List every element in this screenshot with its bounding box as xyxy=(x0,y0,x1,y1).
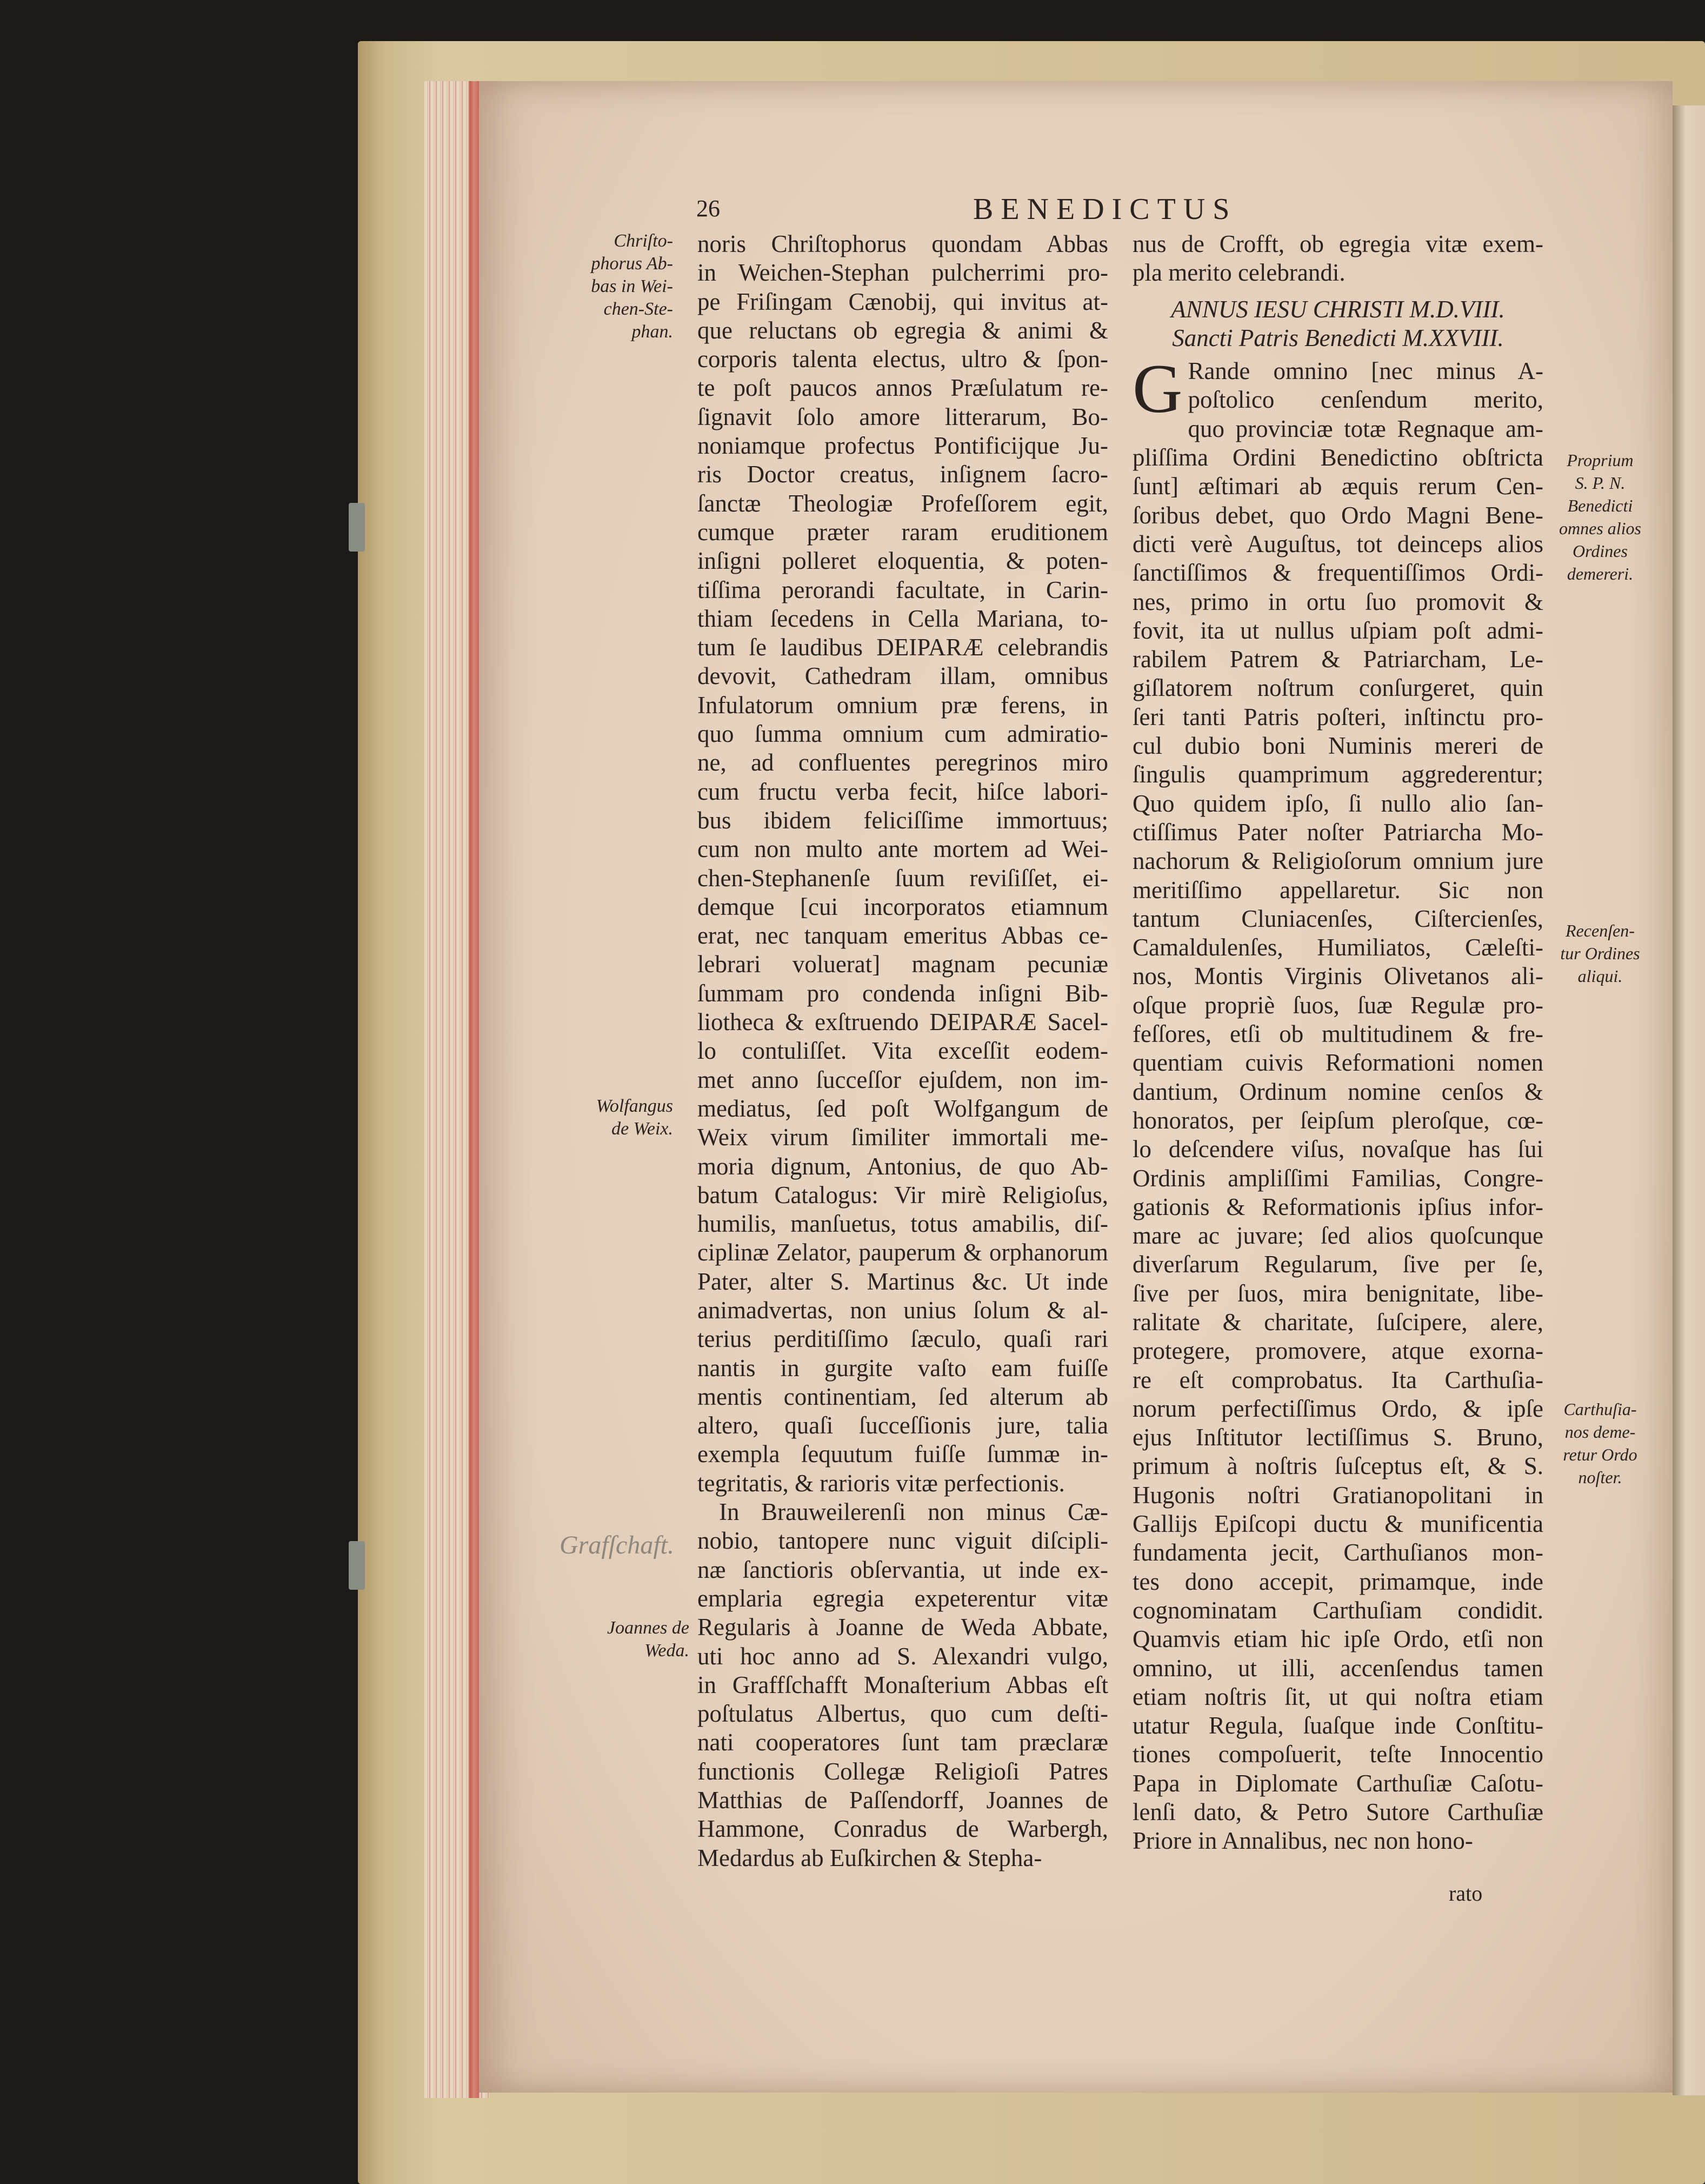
text-line: Ordinis ampliſſimi Familias, Congre- xyxy=(1133,1164,1543,1192)
text-line: poſtulatus Albertus, quo cum deſti- xyxy=(697,1700,1108,1728)
text-line: thiam ſecedens in Cella Mariana, to- xyxy=(697,605,1108,632)
text-line: animadvertas, non unius ſolum & al- xyxy=(697,1296,1108,1324)
text-line: ſignavit ſolo amore litterarum, Bo- xyxy=(697,403,1108,430)
text-line: tantum Cluniacenſes, Ciſtercienſes, xyxy=(1133,905,1543,932)
text-line: quo provinciæ totæ Regnaque am- xyxy=(1188,415,1543,442)
text-line: bus ibidem feliciſſime immortuus; xyxy=(697,806,1108,834)
text-line: quo ſumma omnium cum admiratio- xyxy=(697,720,1108,748)
page-number: 26 xyxy=(696,195,720,222)
text-line: Hugonis noſtri Gratianopolitani in xyxy=(1133,1481,1543,1509)
text-line: nes, primo in ortu ſuo promovit & xyxy=(1133,588,1543,615)
text-line: functionis Collegæ Religioſi Patres xyxy=(697,1757,1108,1785)
text-line: nobio, tantopere nunc viguit diſcipli- xyxy=(697,1527,1108,1555)
text-line: quentiam cuivis Reformationi nomen xyxy=(1133,1049,1543,1077)
margin-note-christophorus: Chriſto- phorus Ab- bas in Wei- chen-Ste- phan. xyxy=(591,231,673,342)
text-line: lenſi dato, & Petro Sutore Carthuſiæ xyxy=(1133,1798,1543,1826)
text-line: poſtolico cenſendum merito, xyxy=(1188,386,1543,414)
text-line: næ ſanctioris obſervantia, ut inde ex- xyxy=(697,1556,1108,1583)
text-line: ſive per ſuos, mira benignitate, libe- xyxy=(1133,1279,1543,1307)
text-line: ſoribus debet, quo Ordo Magni Bene- xyxy=(1133,501,1543,529)
text-line: ne, ad confluentes peregrinos miro xyxy=(697,749,1108,776)
text-line: tegritatis, & rarioris vitæ perfectionis. xyxy=(697,1469,1065,1497)
text-line: feſſores, etſi ob multitudinem & fre- xyxy=(1133,1020,1543,1048)
text-line: utatur Regula, ſuaſque inde Conſtitu- xyxy=(1133,1712,1543,1740)
text-line: ſunt] æſtimari ab æquis rerum Cen- xyxy=(1133,473,1543,500)
text-line: moria dignum, Antonius, de quo Ab- xyxy=(697,1152,1108,1180)
text-line: inſigni polleret eloquentia, & poten- xyxy=(697,547,1108,575)
text-line: nati cooperatores ſunt tam præclaræ xyxy=(697,1729,1108,1756)
text-line: protegere, promovere, atque exorna- xyxy=(1133,1337,1543,1365)
clasp-hinge-bottom xyxy=(349,1541,365,1590)
text-line: Priore in Annalibus, nec non hono- xyxy=(1133,1827,1473,1855)
margin-note-recensentur: Recenſen- tur Ordines aliqui. xyxy=(1560,921,1640,986)
text-line: lebrari voluerat] magnam pecuniæ xyxy=(697,951,1108,978)
text-line: rabilem Patrem & Patriarcham, Le- xyxy=(1133,646,1543,673)
text-line: humilis, manſuetus, totus amabilis, diſ- xyxy=(697,1210,1108,1238)
text-line: Hammone, Conradus de Warbergh, xyxy=(697,1815,1108,1843)
text-line: fovit, ita ut nullus uſpiam poſt admi- xyxy=(1133,616,1543,644)
text-line: norum perfectiſſimus Ordo, & ipſe xyxy=(1133,1395,1543,1422)
text-line: etiam noſtris ſit, ut qui noſtra etiam xyxy=(1133,1683,1543,1710)
running-head: BENEDICTUS xyxy=(973,192,1237,226)
text-line: tum ſe laudibus DEIPARÆ celebrandis xyxy=(697,634,1108,661)
text-line: ſingulis quamprimum aggrederentur; xyxy=(1133,761,1543,788)
text-line: te poſt paucos annos Præſulatum re- xyxy=(697,374,1108,402)
text-line: nachorum & Religioſorum omnium jure xyxy=(1133,847,1543,875)
text-line: Infulatorum omnium præ ferens, in xyxy=(697,691,1108,719)
text-line: gationis & Reformationis ipſius infor- xyxy=(1133,1193,1543,1220)
text-line: noniamque profectus Pontificijque Ju- xyxy=(697,432,1108,460)
text-line: uti hoc anno ad S. Alexandri vulgo, xyxy=(697,1642,1108,1670)
text-line: cum non multo ante mortem ad Wei- xyxy=(697,835,1108,863)
text-line: oſque propriè ſuos, ſuæ Regulæ pro- xyxy=(1133,991,1543,1019)
text-line: pliſſima Ordini Benedictino obſtricta xyxy=(1133,444,1543,472)
text-line: batum Catalogus: Vir mirè Religioſus, xyxy=(697,1181,1108,1209)
right-text-column xyxy=(1133,230,1543,1856)
text-line: ris Doctor creatus, inſignem ſacro- xyxy=(697,461,1108,488)
margin-note-wolfgangus: Wolfangus de Weix. xyxy=(596,1096,673,1139)
text-line: tiſſima perorandi facultate, in Carin- xyxy=(697,576,1108,603)
text-line: nantis in gurgite vaſto eam fuiſſe xyxy=(697,1354,1108,1382)
text-line: Camaldulenſes, Humiliatos, Cæleſti- xyxy=(1133,934,1543,961)
clasp-hinge-top xyxy=(349,503,365,552)
text-line: cul dubio boni Numinis mereri de xyxy=(1133,732,1543,760)
text-line: nos, Montis Virginis Olivetanos ali- xyxy=(1133,962,1543,990)
text-line: pe Friſingam Cænobij, qui invitus at- xyxy=(697,288,1108,315)
text-line: giſlatorem noſtrum conſurgeret, quin xyxy=(1133,674,1543,702)
catchword: rato xyxy=(1449,1881,1483,1906)
text-line: Medardus ab Euſkirchen & Stepha- xyxy=(697,1844,1042,1871)
text-line: erat, nec tanquam emeritus Abbas ce- xyxy=(697,922,1108,950)
text-line: altero, quaſi ſucceſſionis jure, talia xyxy=(697,1412,1108,1439)
margin-note-proprium: Proprium S. P. N. Benedicti omnes alios Ordines demereri. xyxy=(1559,450,1641,583)
red-page-edge xyxy=(469,81,479,2098)
text-line: fundamenta jecit, Carthuſianos mon- xyxy=(1133,1539,1543,1566)
text-line: cognominatam Carthuſiam condidit. xyxy=(1133,1596,1543,1624)
text-line: Regularis à Joanne de Weda Abbate, xyxy=(697,1614,1108,1641)
text-line: in Graffſchafft Monaſterium Abbas eſt xyxy=(697,1671,1108,1698)
text-line: ſanctæ Theologiæ Profeſſorem egit, xyxy=(697,489,1108,517)
text-line: ralitate & charitate, ſuſcipere, alere, xyxy=(1133,1308,1543,1336)
text-line: ctiſſimus Pater noſter Patriarcha Mo- xyxy=(1133,818,1543,846)
text-line: chen-Stephanenſe ſuum reviſiſſet, ei- xyxy=(697,864,1108,892)
text-line: cumque præter raram eruditionem xyxy=(697,518,1108,546)
text-line: Gallijs Epiſcopi ductu & munificentia xyxy=(1133,1510,1543,1538)
text-line: ejus Inſtitutor lectiſſimus S. Bruno, xyxy=(1133,1424,1543,1451)
facing-page-edge xyxy=(1673,105,1705,2095)
drop-cap: G xyxy=(1133,350,1183,428)
text-line: Pater, alter S. Martinus &c. Ut inde xyxy=(697,1267,1108,1295)
text-line: re eſt comprobatus. Ita Carthuſia- xyxy=(1133,1366,1543,1393)
text-line: in Weichen-Stephan pulcherrimi pro- xyxy=(697,259,1108,287)
section-subheading: Sancti Patris Benedicti M.XXVIII. xyxy=(1172,324,1504,351)
text-line: noris Chriſtophorus quondam Abbas xyxy=(697,230,1108,257)
text-line: ſanctiſſimos & frequentiſſimos Ordi- xyxy=(1133,559,1543,587)
text-line: lo deſcendere viſus, novaſque has ſui xyxy=(1133,1136,1543,1163)
text-line: terius perditiſſimo ſæculo, quaſi rari xyxy=(697,1325,1108,1353)
text-line: Weix virum ſimiliter immortali me- xyxy=(697,1124,1108,1151)
text-line: ſeri tanti Patris poſteri, inſtinctu pro- xyxy=(1133,703,1543,731)
text-line: nus de Crofft, ob egregia vitæ exem- xyxy=(1133,230,1543,257)
text-line: dicti verè Auguſtus, tot deinceps alios xyxy=(1133,530,1543,557)
right-column-body xyxy=(1133,350,1543,1855)
text-line: que reluctans ob egregia & animi & xyxy=(697,316,1108,344)
text-line: dantium, Ordinum nomine cenſos & xyxy=(1133,1078,1543,1105)
margin-note-joannes: Joannes de Weda. xyxy=(607,1618,689,1661)
text-line: met anno ſucceſſor ejuſdem, non im- xyxy=(697,1066,1108,1093)
text-line: Matthias de Paſſendorff, Joannes de xyxy=(697,1787,1108,1814)
text-line: Rande omnino [nec minus A- xyxy=(1188,357,1543,385)
text-line: ſummam pro condenda inſigni Bib- xyxy=(697,979,1108,1007)
text-line: devovit, Cathedram illam, omnibus xyxy=(697,662,1108,690)
text-line: pla merito celebrandi. xyxy=(1133,259,1346,287)
text-line: tiones compoſuerit, teſte Innocentio xyxy=(1133,1741,1543,1768)
text-line: Quamvis etiam hic ipſe Ordo, etſi non xyxy=(1133,1625,1543,1653)
text-line: Quo quidem ipſo, ſi nullo alio ſan- xyxy=(1133,789,1543,817)
left-text-column xyxy=(697,230,1108,1873)
text-line: honoratos, per ſeipſum pleroſque, cœ- xyxy=(1133,1106,1543,1134)
text-line: meritiſſimo appellaretur. Sic non xyxy=(1133,876,1543,904)
text-line: demque [cui incorporatos etiamnum xyxy=(697,893,1108,920)
text-line: mentis continentiam, ſed alterum ab xyxy=(697,1383,1108,1410)
text-line: In Brauweilerenſi non minus Cæ- xyxy=(719,1498,1108,1526)
text-line: ciplinæ Zelator, pauperum & orphanorum xyxy=(697,1239,1108,1266)
text-line: mare ac juvare; ſed alios quoſcunque xyxy=(1133,1222,1543,1250)
text-line: cum fructu verba fecit, hiſce labori- xyxy=(697,778,1108,805)
text-line: exempla ſequutum fuiſſe ſummæ in- xyxy=(697,1440,1108,1468)
text-line: emplaria egregia expeterentur vitæ xyxy=(697,1584,1108,1612)
text-line: Papa in Diplomate Carthuſiæ Caſotu- xyxy=(1133,1769,1543,1797)
text-line: tes dono accepit, primamque, inde xyxy=(1133,1568,1543,1595)
text-line: lo contuliſſet. Vita exceſſit eodem- xyxy=(697,1037,1108,1065)
text-line: diverſarum Regularum, ſive per ſe, xyxy=(1133,1251,1543,1278)
section-heading: ANNUS IESU CHRISTI M.D.VIII. xyxy=(1171,295,1505,323)
text-line: liotheca & exſtruendo DEIPARÆ Sacel- xyxy=(697,1008,1108,1036)
text-line: mediatus, ſed poſt Wolfgangum de xyxy=(697,1094,1108,1122)
margin-note-carthusianos: Carthuſia- nos deme- retur Ordo noſter. xyxy=(1563,1399,1637,1487)
text-line: omnino, ut illi, accenſendus tamen xyxy=(1133,1654,1543,1682)
pencil-annotation: Grafſchaft. xyxy=(560,1531,674,1559)
text-line: primum à noſtris ſuſceptus eſt, & S. xyxy=(1133,1452,1543,1480)
text-line: corporis talenta electus, ultro & ſpon- xyxy=(697,346,1108,373)
